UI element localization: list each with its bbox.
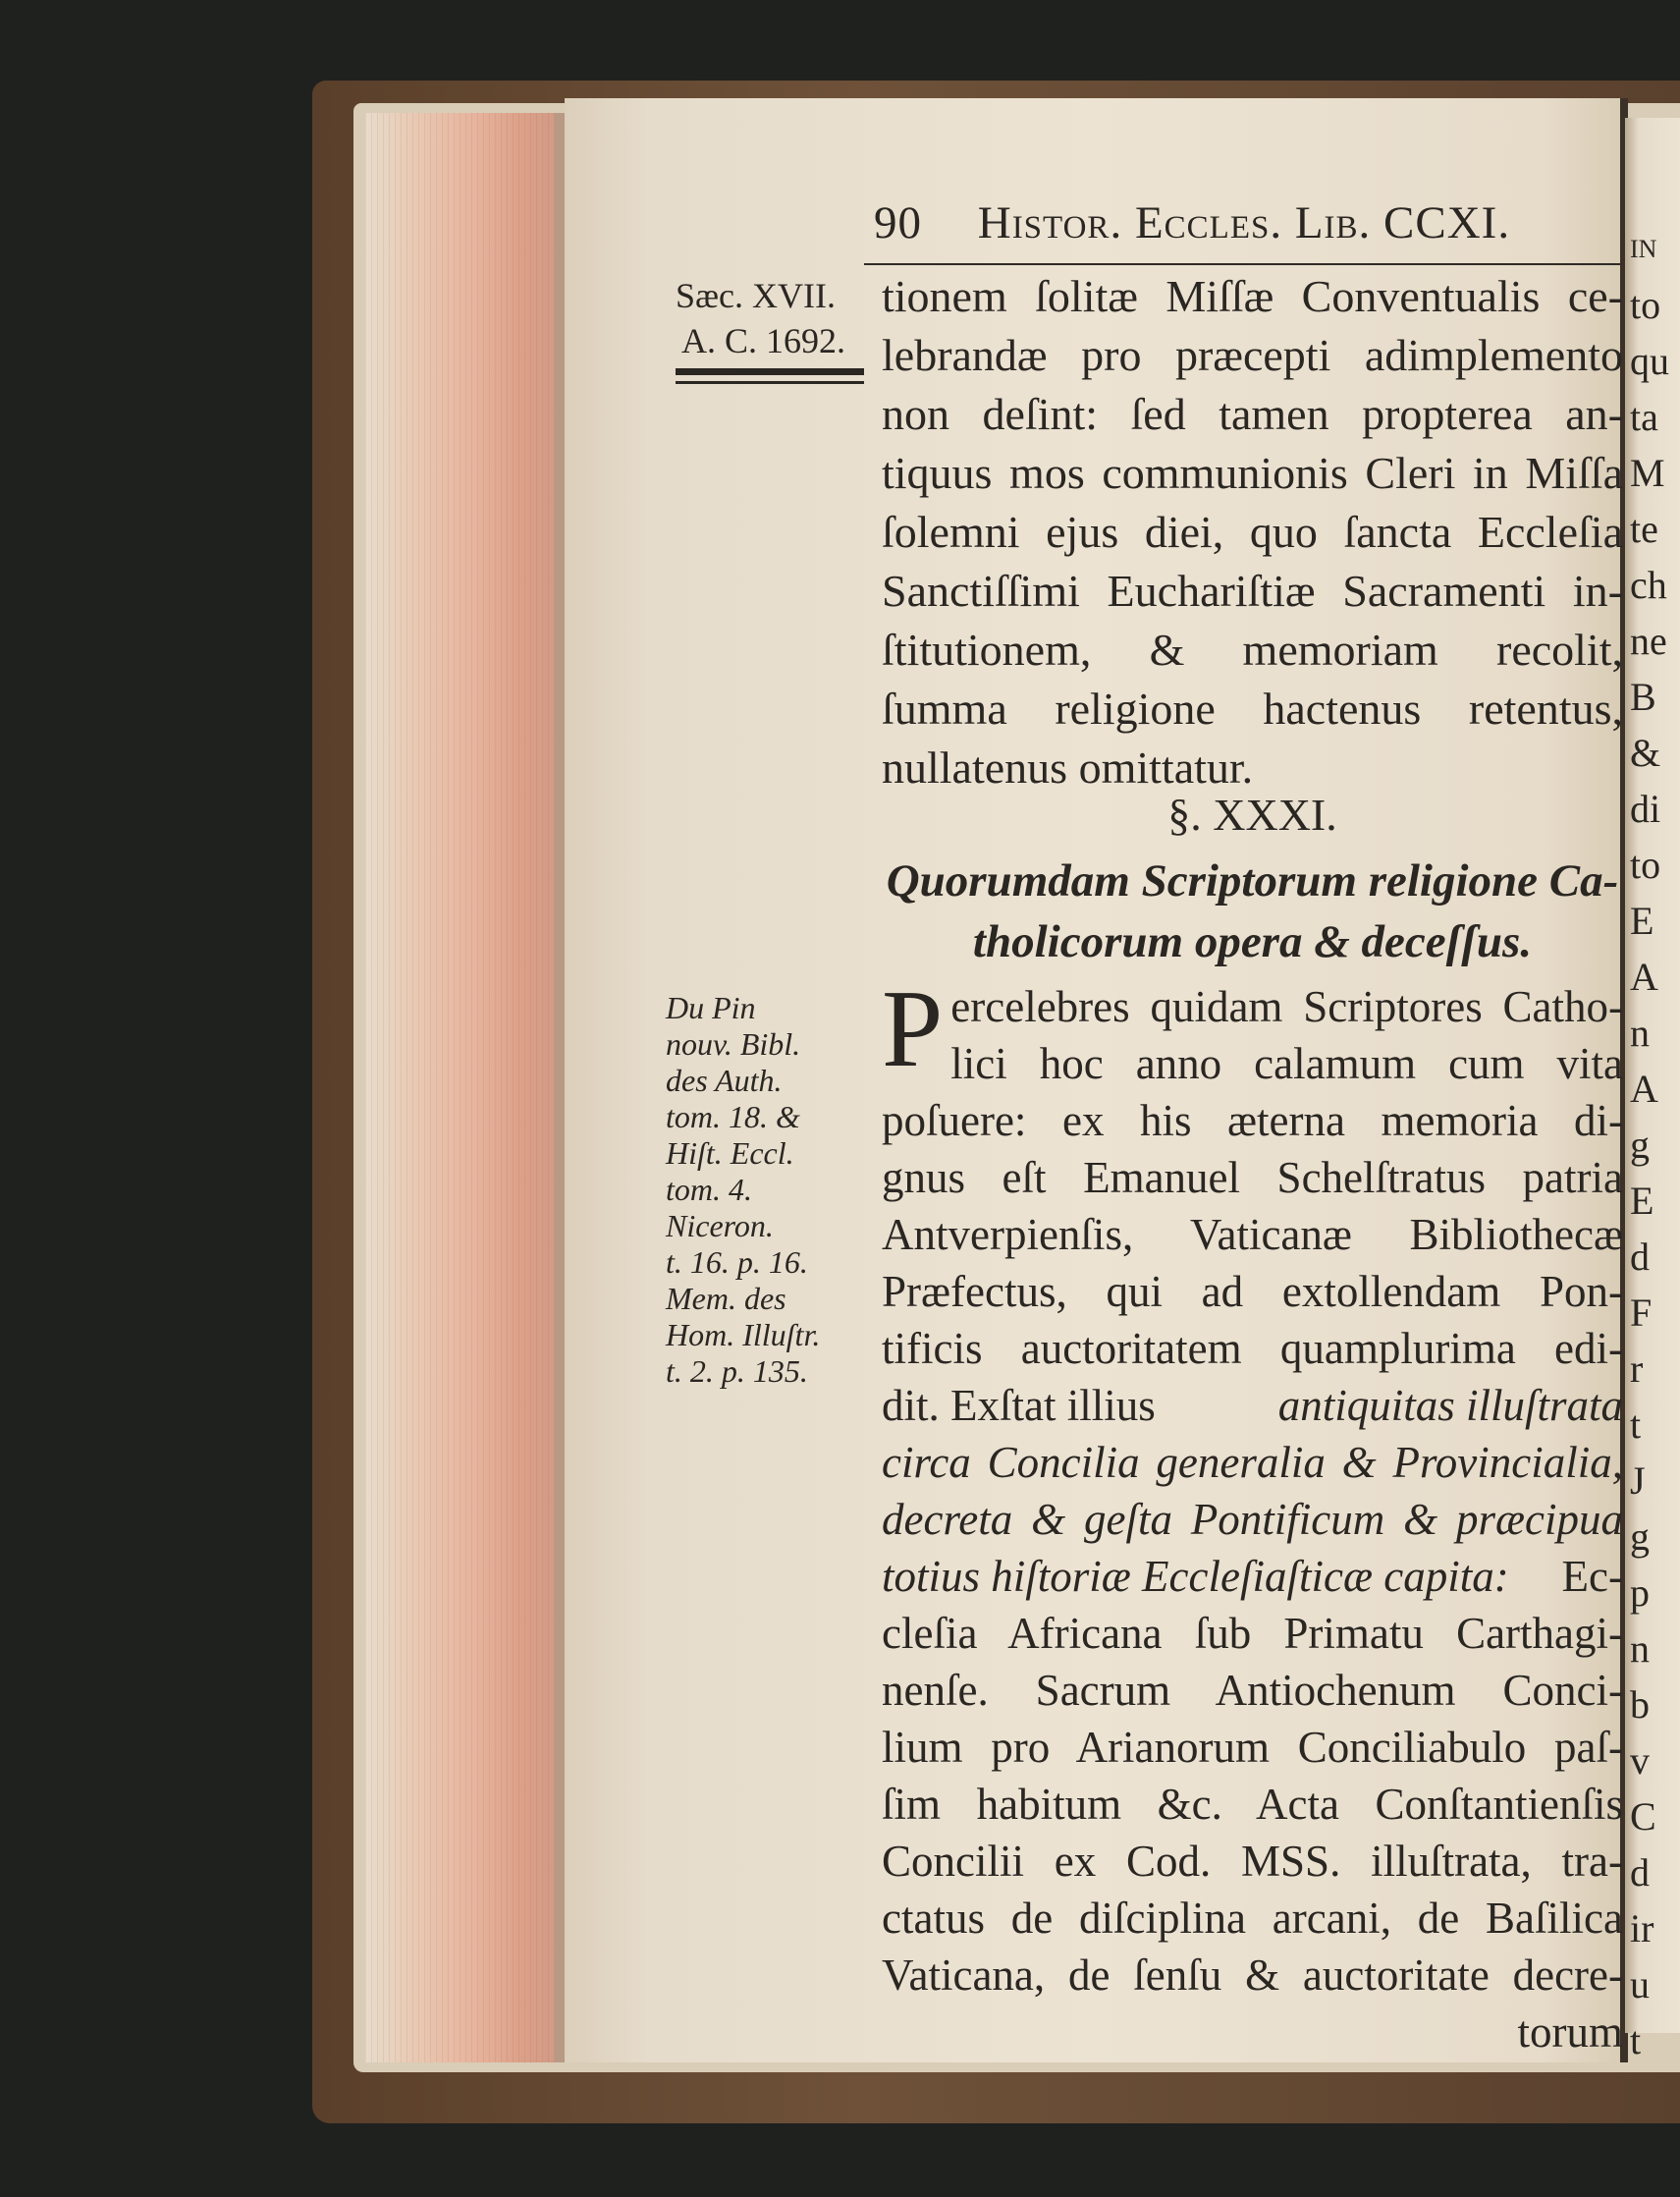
text-line: Sanctiſſimi Euchariſtiæ Sacramenti in- <box>882 566 1623 616</box>
text-line: Vaticana, de ſenſu & auctoritate decre- <box>882 1950 1623 2000</box>
margin-note-line: tom. 18. & <box>666 1099 800 1134</box>
margin-note-line: tom. 4. <box>666 1172 752 1207</box>
catchword: torum <box>1517 2007 1623 2057</box>
facing-line: to <box>1630 843 1661 887</box>
margin-note-line: t. 16. p. 16. <box>666 1244 808 1280</box>
text-line-mixed <box>882 1548 1623 1605</box>
header-rule <box>864 263 1620 265</box>
facing-line: B <box>1630 675 1656 719</box>
margin-note <box>666 990 877 1390</box>
facing-line: ir <box>1630 1906 1654 1950</box>
facing-line: M <box>1630 451 1665 495</box>
text-segment-italic: totius hiſtoriæ Eccleſiaſticæ capita: <box>882 1552 1509 1601</box>
opening-text <box>882 267 1623 797</box>
facing-line: & <box>1630 731 1661 775</box>
margin-note-line: Hom. Illuſtr. <box>666 1317 821 1352</box>
italic-title: antiquitas illuſtrata <box>1277 1381 1623 1430</box>
margin-saeculum: Sæc. XVII. <box>676 276 836 315</box>
section-title-line: tholicorum opera & deceſſus. <box>972 916 1533 967</box>
facing-line: ne <box>1630 619 1667 663</box>
margin-anno: A. C. 1692. <box>681 321 846 360</box>
text-line: Concilii ex Cod. MSS. illuſtrata, tra- <box>882 1837 1623 1886</box>
text-line: tificis auctoritatem quamplurima edi- <box>882 1324 1623 1373</box>
text-line: poſuere: ex his æterna memoria di- <box>882 1096 1623 1145</box>
text-line-italic: decreta & geſta Pontificum & præcipua <box>882 1495 1623 1544</box>
text-line: Antverpienſis, Vaticanæ Bibliothecæ <box>882 1210 1623 1259</box>
facing-page-text <box>1630 221 1680 2068</box>
page-edges-red <box>365 113 562 2062</box>
margin-date <box>676 273 872 363</box>
facing-line: to <box>1630 283 1661 327</box>
facing-line: J <box>1630 1458 1646 1503</box>
running-title: Histor. Eccles. Lib. CCXI. <box>977 197 1511 248</box>
facing-line: r <box>1630 1346 1644 1391</box>
facing-line: u <box>1630 1962 1650 2006</box>
text-line: lici hoc anno calamum cum vita <box>950 1039 1623 1088</box>
facing-line: C <box>1630 1794 1656 1839</box>
facing-line: v <box>1630 1738 1650 1783</box>
text-line: ſolemni ejus diei, quo ſancta Eccleſia <box>882 507 1623 557</box>
facing-line: t <box>1630 2018 1642 2062</box>
margin-note-line: Du Pin <box>666 990 756 1025</box>
margin-note-line: Mem. des <box>666 1281 786 1316</box>
text-line: non deſint: ſed tamen propterea an- <box>882 389 1623 439</box>
text-line-mixed <box>882 1377 1623 1434</box>
facing-line: ch <box>1630 563 1667 607</box>
text-line: ſumma religione hactenus retentus, <box>882 684 1623 734</box>
facing-line: ta <box>1630 395 1658 439</box>
margin-note-line: t. 2. p. 135. <box>666 1353 808 1389</box>
text-line: ſtitutionem, & memoriam recolit, <box>882 625 1623 675</box>
facing-line: A <box>1630 1067 1658 1111</box>
facing-line: t <box>1630 1402 1642 1447</box>
main-paragraph <box>882 968 1623 2060</box>
facing-line: g <box>1630 1123 1650 1167</box>
margin-note-line: des Auth. <box>666 1063 783 1098</box>
text-line: nenſe. Sacrum Antiochenum Conci- <box>882 1666 1623 1715</box>
facing-line: IN <box>1630 235 1657 263</box>
facing-line: F <box>1630 1291 1653 1335</box>
facing-line: g <box>1630 1514 1650 1559</box>
facing-line: p <box>1630 1570 1650 1615</box>
facing-line: di <box>1630 787 1661 831</box>
facing-line: E <box>1630 1179 1654 1223</box>
margin-note-line: nouv. Bibl. <box>666 1026 801 1062</box>
page-edge-shadow <box>555 113 565 2062</box>
text-line: Præfectus, qui ad extollendam Pon- <box>882 1267 1623 1316</box>
text-line: nullatenus omittatur. <box>882 742 1254 793</box>
margin-note-line: Niceron. <box>666 1208 774 1243</box>
section-title-line: Quorumdam Scriptorum religione Ca- <box>886 855 1619 906</box>
text-line-italic: circa Concilia generalia & Provincialia, <box>882 1438 1623 1487</box>
facing-line: A <box>1630 955 1658 999</box>
facing-line: d <box>1630 1850 1650 1895</box>
text-line: cleſia Africana ſub Primatu Carthagi- <box>882 1609 1623 1658</box>
running-head <box>874 196 1620 259</box>
facing-line: qu <box>1630 339 1669 383</box>
text-line: gnus eſt Emanuel Schelſtratus patria <box>882 1153 1623 1202</box>
text-line: ſim habitum &c. Acta Conſtantienſis <box>882 1780 1623 1829</box>
facing-line: n <box>1630 1011 1650 1055</box>
text-line: tiquus mos communionis Cleri in Miſſa <box>882 448 1623 498</box>
facing-line: E <box>1630 899 1654 943</box>
page-number: 90 <box>874 197 922 248</box>
facing-line: b <box>1630 1682 1650 1727</box>
margin-rule <box>676 368 872 384</box>
text-segment: Ec- <box>1561 1552 1623 1601</box>
facing-line: te <box>1630 507 1658 551</box>
text-line: tionem ſolitæ Miſſæ Conventualis ce- <box>882 271 1623 321</box>
text-segment: dit. Exſtat illius <box>882 1381 1156 1430</box>
text-line: ctatus de diſciplina arcani, de Baſilica <box>882 1894 1623 1943</box>
text-line: ercelebres quidam Scriptores Catho- <box>950 982 1623 1031</box>
text-line: lium pro Arianorum Conciliabulo paſ- <box>882 1723 1623 1772</box>
drop-cap: P <box>882 968 944 1090</box>
text-line: lebrandæ pro præcepti adimplemento <box>882 330 1623 380</box>
facing-line: d <box>1630 1235 1650 1279</box>
section-title <box>882 851 1623 972</box>
margin-note-line: Hiſt. Eccl. <box>666 1135 794 1171</box>
facing-line: n <box>1630 1626 1650 1671</box>
section-number: §. XXXI. <box>1167 790 1337 840</box>
